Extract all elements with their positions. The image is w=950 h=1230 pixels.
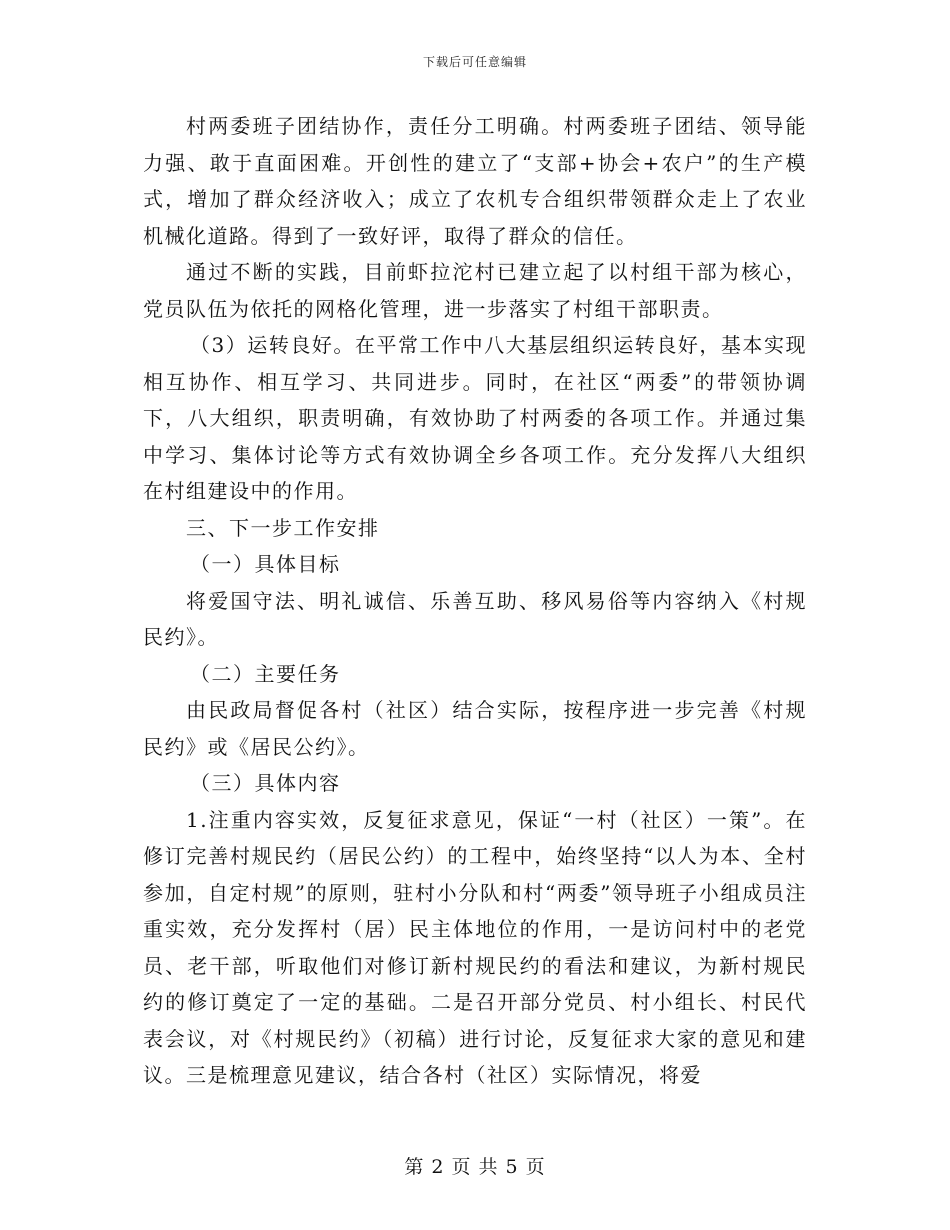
paragraph-team-cooperation: 村两委班子团结协作，责任分工明确。村两委班子团结、领导能力强、敢于直面困难。开创性的建立了“支部+协会+农户”的生产模式，增加了群众经济收入；成立了农机专合组织带领群众走上了农业机械化道路。得到了一致好评，取得了群众的信任。 [143,114,807,248]
section-heading-next-steps: 三、下一步工作安排 [186,515,380,540]
document-body [143,108,807,1094]
subheading-main-tasks: （二）主要任务 [190,661,341,686]
subheading-specific-content: （三）具体内容 [190,771,341,795]
paragraph-content-item-1: 1.注重内容实效，反复征求意见，保证“一村（社区）一策”。在修订完善村规民约（居民公约）的工程中，始终坚持“以人为本、全村参加，自定村规”的原则，驻村小分队和村“两委”领导班子小组成员注重实效，充分发挥村（居）民主体地位的作用，一是访问村中的老党员、老干部，听取他们对修订新村规民约的看法和建议，为新村规民约的修订奠定了一定的基础。二是召开部分党员、村小组长、村民代表会议，对《村规民约》（初稿）进行讨论，反复征求大家的意见和建议。三是梳理意见建议，结合各村（社区）实际情况，将爱 [143,807,807,1087]
paragraph-grid-management: 通过不断的实践，目前虾拉沱村已建立起了以村组干部为核心，党员队伍为依托的网格化管理，进一步落实了村组干部职责。 [143,260,807,321]
paragraph-tasks: 由民政局督促各村（社区）结合实际，按程序进一步完善《村规民约》或《居民公约》。 [143,698,807,759]
paragraph-operation: （3）运转良好。在平常工作中八大基层组织运转良好，基本实现相互协作、相互学习、共同进步。同时，在社区“两委”的带领协调下，八大组织，职责明确，有效协助了村两委的各项工作。并通过集中学习、集体讨论等方式有效协调全乡各项工作。充分发挥八大组织在村组建设中的作用。 [143,333,807,503]
page-header: 下载后可任意编辑 [422,55,527,69]
page-number: 第 2 页 共 5 页 [404,1156,546,1178]
subheading-specific-goals: （一）具体目标 [190,552,341,576]
paragraph-goals: 将爱国守法、明礼诚信、乐善互助、移风易俗等内容纳入《村规民约》。 [143,588,807,649]
